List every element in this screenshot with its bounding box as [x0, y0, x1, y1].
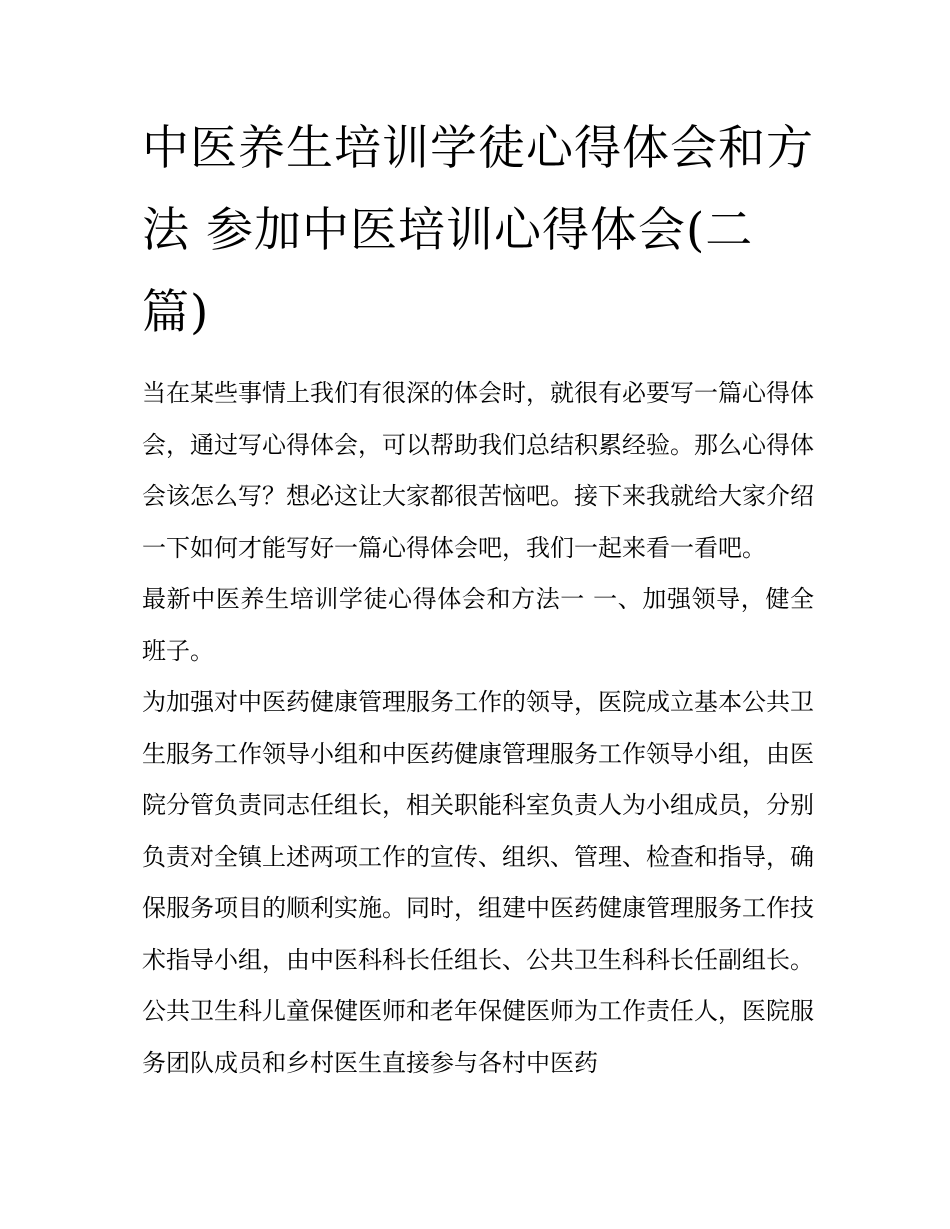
section-heading-paragraph: 最新中医养生培训学徒心得体会和方法一 一、加强领导，健全班子。: [142, 585, 814, 665]
document-title: 中医养生培训学徒心得体会和方法 参加中医培训心得体会(二篇): [142, 121, 814, 340]
intro-paragraph: 当在某些事情上我们有很深的体会时，就很有必要写一篇心得体会，通过写心得体会，可以帮助我们总结积累经验。那么心得体会该怎么写？想必这让大家都很苦恼吧。接下来我就给大家介绍一下如何才能写好一篇心得体会吧，我们一起来看一看吧。: [142, 379, 814, 562]
body-paragraph: 为加强对中医药健康管理服务工作的领导，医院成立基本公共卫生服务工作领导小组和中医药健康管理服务工作领导小组，由医院分管负责同志任组长，相关职能科室负责人为小组成员，分别负责对全镇上述两项工作的宣传、组织、管理、检查和指导，确保服务项目的顺利实施。同时，组建中医药健康管理服务工作技术指导小组，由中医科科长任组长、公共卫生科科长任副组长。公共卫生科儿童保健医师和老年保健医师为工作责任人，医院服务团队成员和乡村医生直接参与各村中医药: [142, 688, 814, 1077]
document-body: [142, 108, 814, 1089]
